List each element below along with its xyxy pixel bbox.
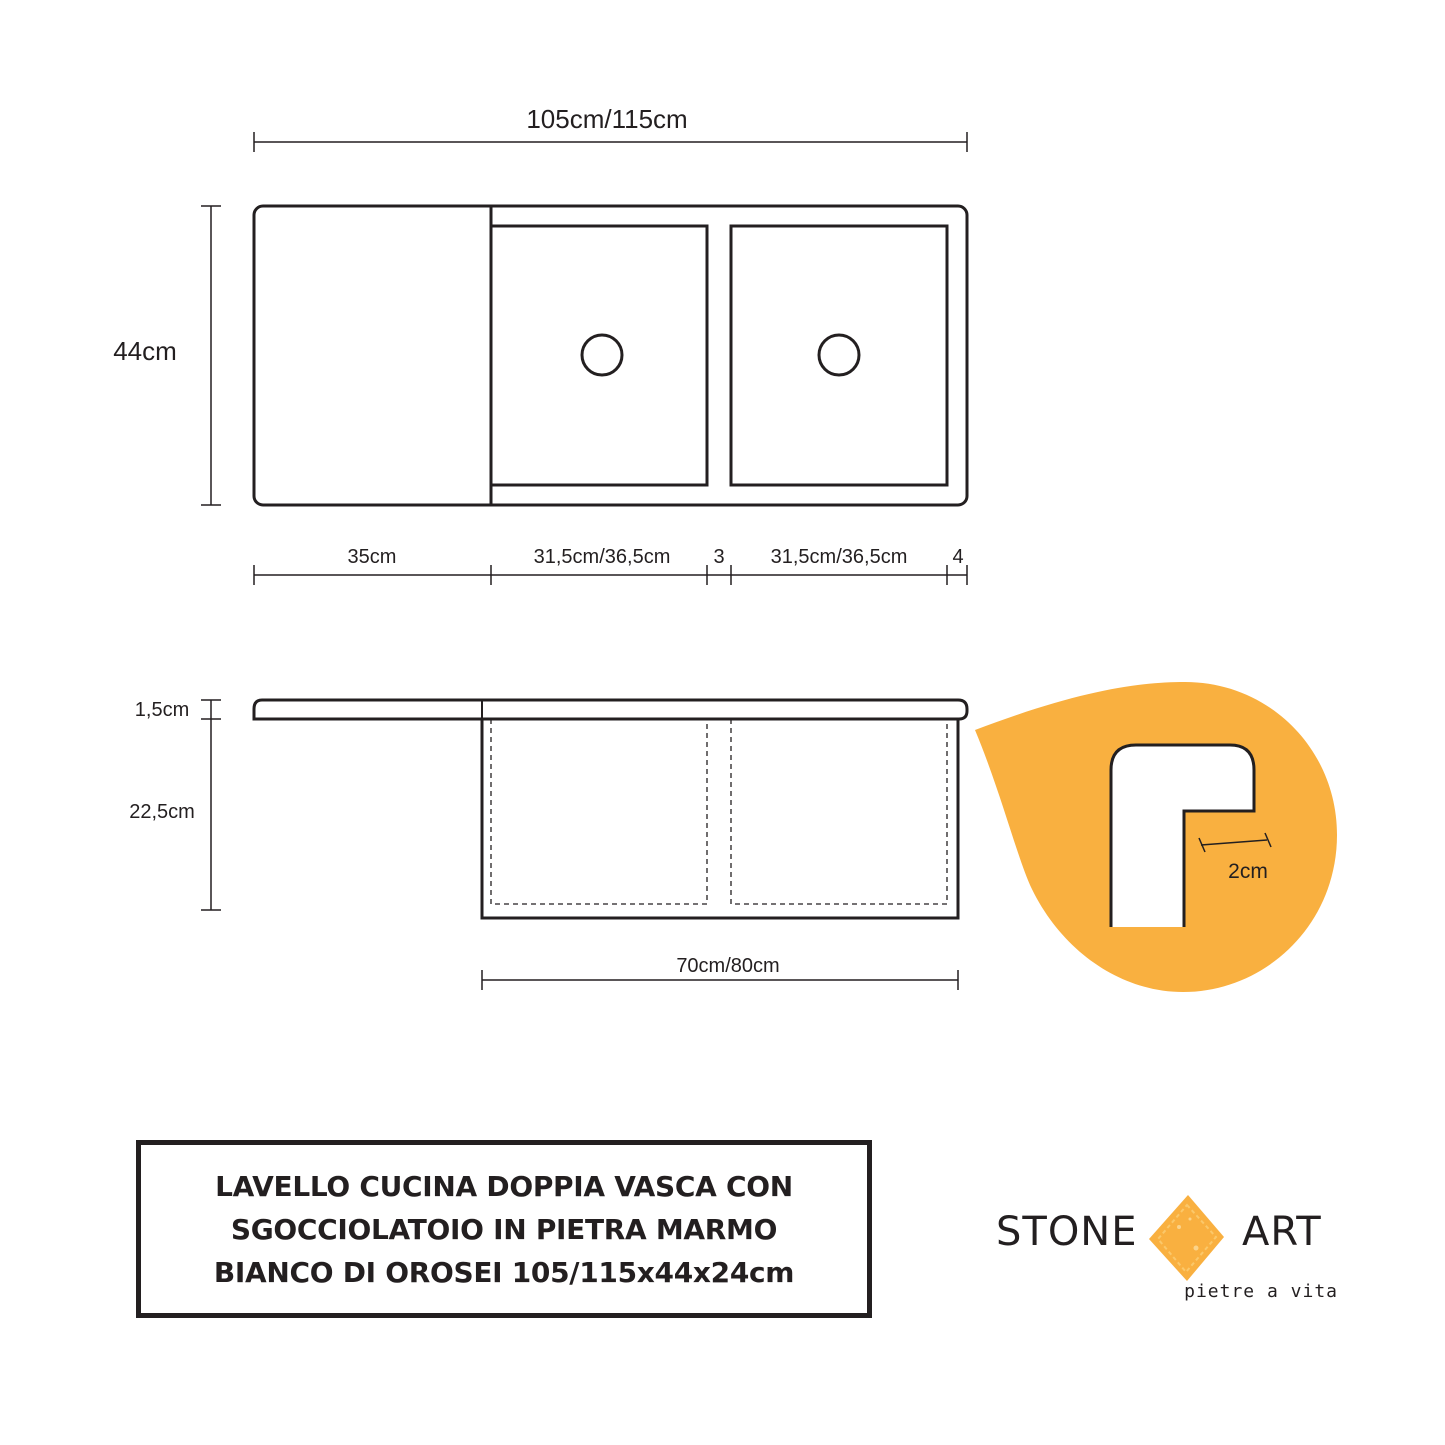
hidden-basins	[491, 719, 947, 904]
height-dimension	[201, 206, 221, 505]
drain-right	[819, 335, 859, 375]
basin-right-width-label: 31,5cm/36,5cm	[770, 546, 908, 568]
basin-right	[731, 226, 947, 485]
height-label: 44cm	[113, 336, 177, 366]
total-width-dimension	[254, 132, 967, 152]
top-slab	[254, 700, 967, 719]
basin-block	[482, 719, 958, 918]
logo-word-right: ART	[1242, 1209, 1322, 1255]
edge-detail-label: 2cm	[1228, 860, 1268, 883]
logo-word-left: STONE	[996, 1209, 1138, 1255]
logo-diamond-icon	[1146, 1193, 1226, 1283]
top-thickness-label: 1,5cm	[134, 699, 190, 721]
drainboard-width-label: 35cm	[347, 546, 397, 568]
title-line-2: SGOCCIOLATOIO IN PIETRA MARMO	[230, 1212, 778, 1246]
divider-width-label: 3	[713, 546, 725, 568]
product-title-box	[136, 1140, 872, 1318]
title-line-1: LAVELLO CUCINA DOPPIA VASCA CON	[215, 1169, 793, 1203]
edge-detail-callout	[975, 682, 1337, 992]
segment-dimensions	[254, 565, 967, 585]
edge-width-label: 4	[952, 546, 964, 568]
top-view	[201, 132, 967, 585]
basin-left	[491, 226, 707, 485]
thickness-dimensions	[201, 700, 221, 910]
drain-left	[582, 335, 622, 375]
logo-tagline: pietre a vita	[1184, 1281, 1338, 1302]
brand-logo	[995, 1195, 1340, 1310]
block-width-label: 70cm/80cm	[676, 955, 780, 977]
side-view	[201, 700, 967, 990]
basin-left-width-label: 31,5cm/36,5cm	[533, 546, 671, 568]
basin-depth-label: 22,5cm	[129, 801, 195, 823]
total-width-label: 105cm/115cm	[526, 104, 688, 134]
title-line-3: BIANCO DI OROSEI 105/115x44x24cm	[213, 1255, 795, 1289]
